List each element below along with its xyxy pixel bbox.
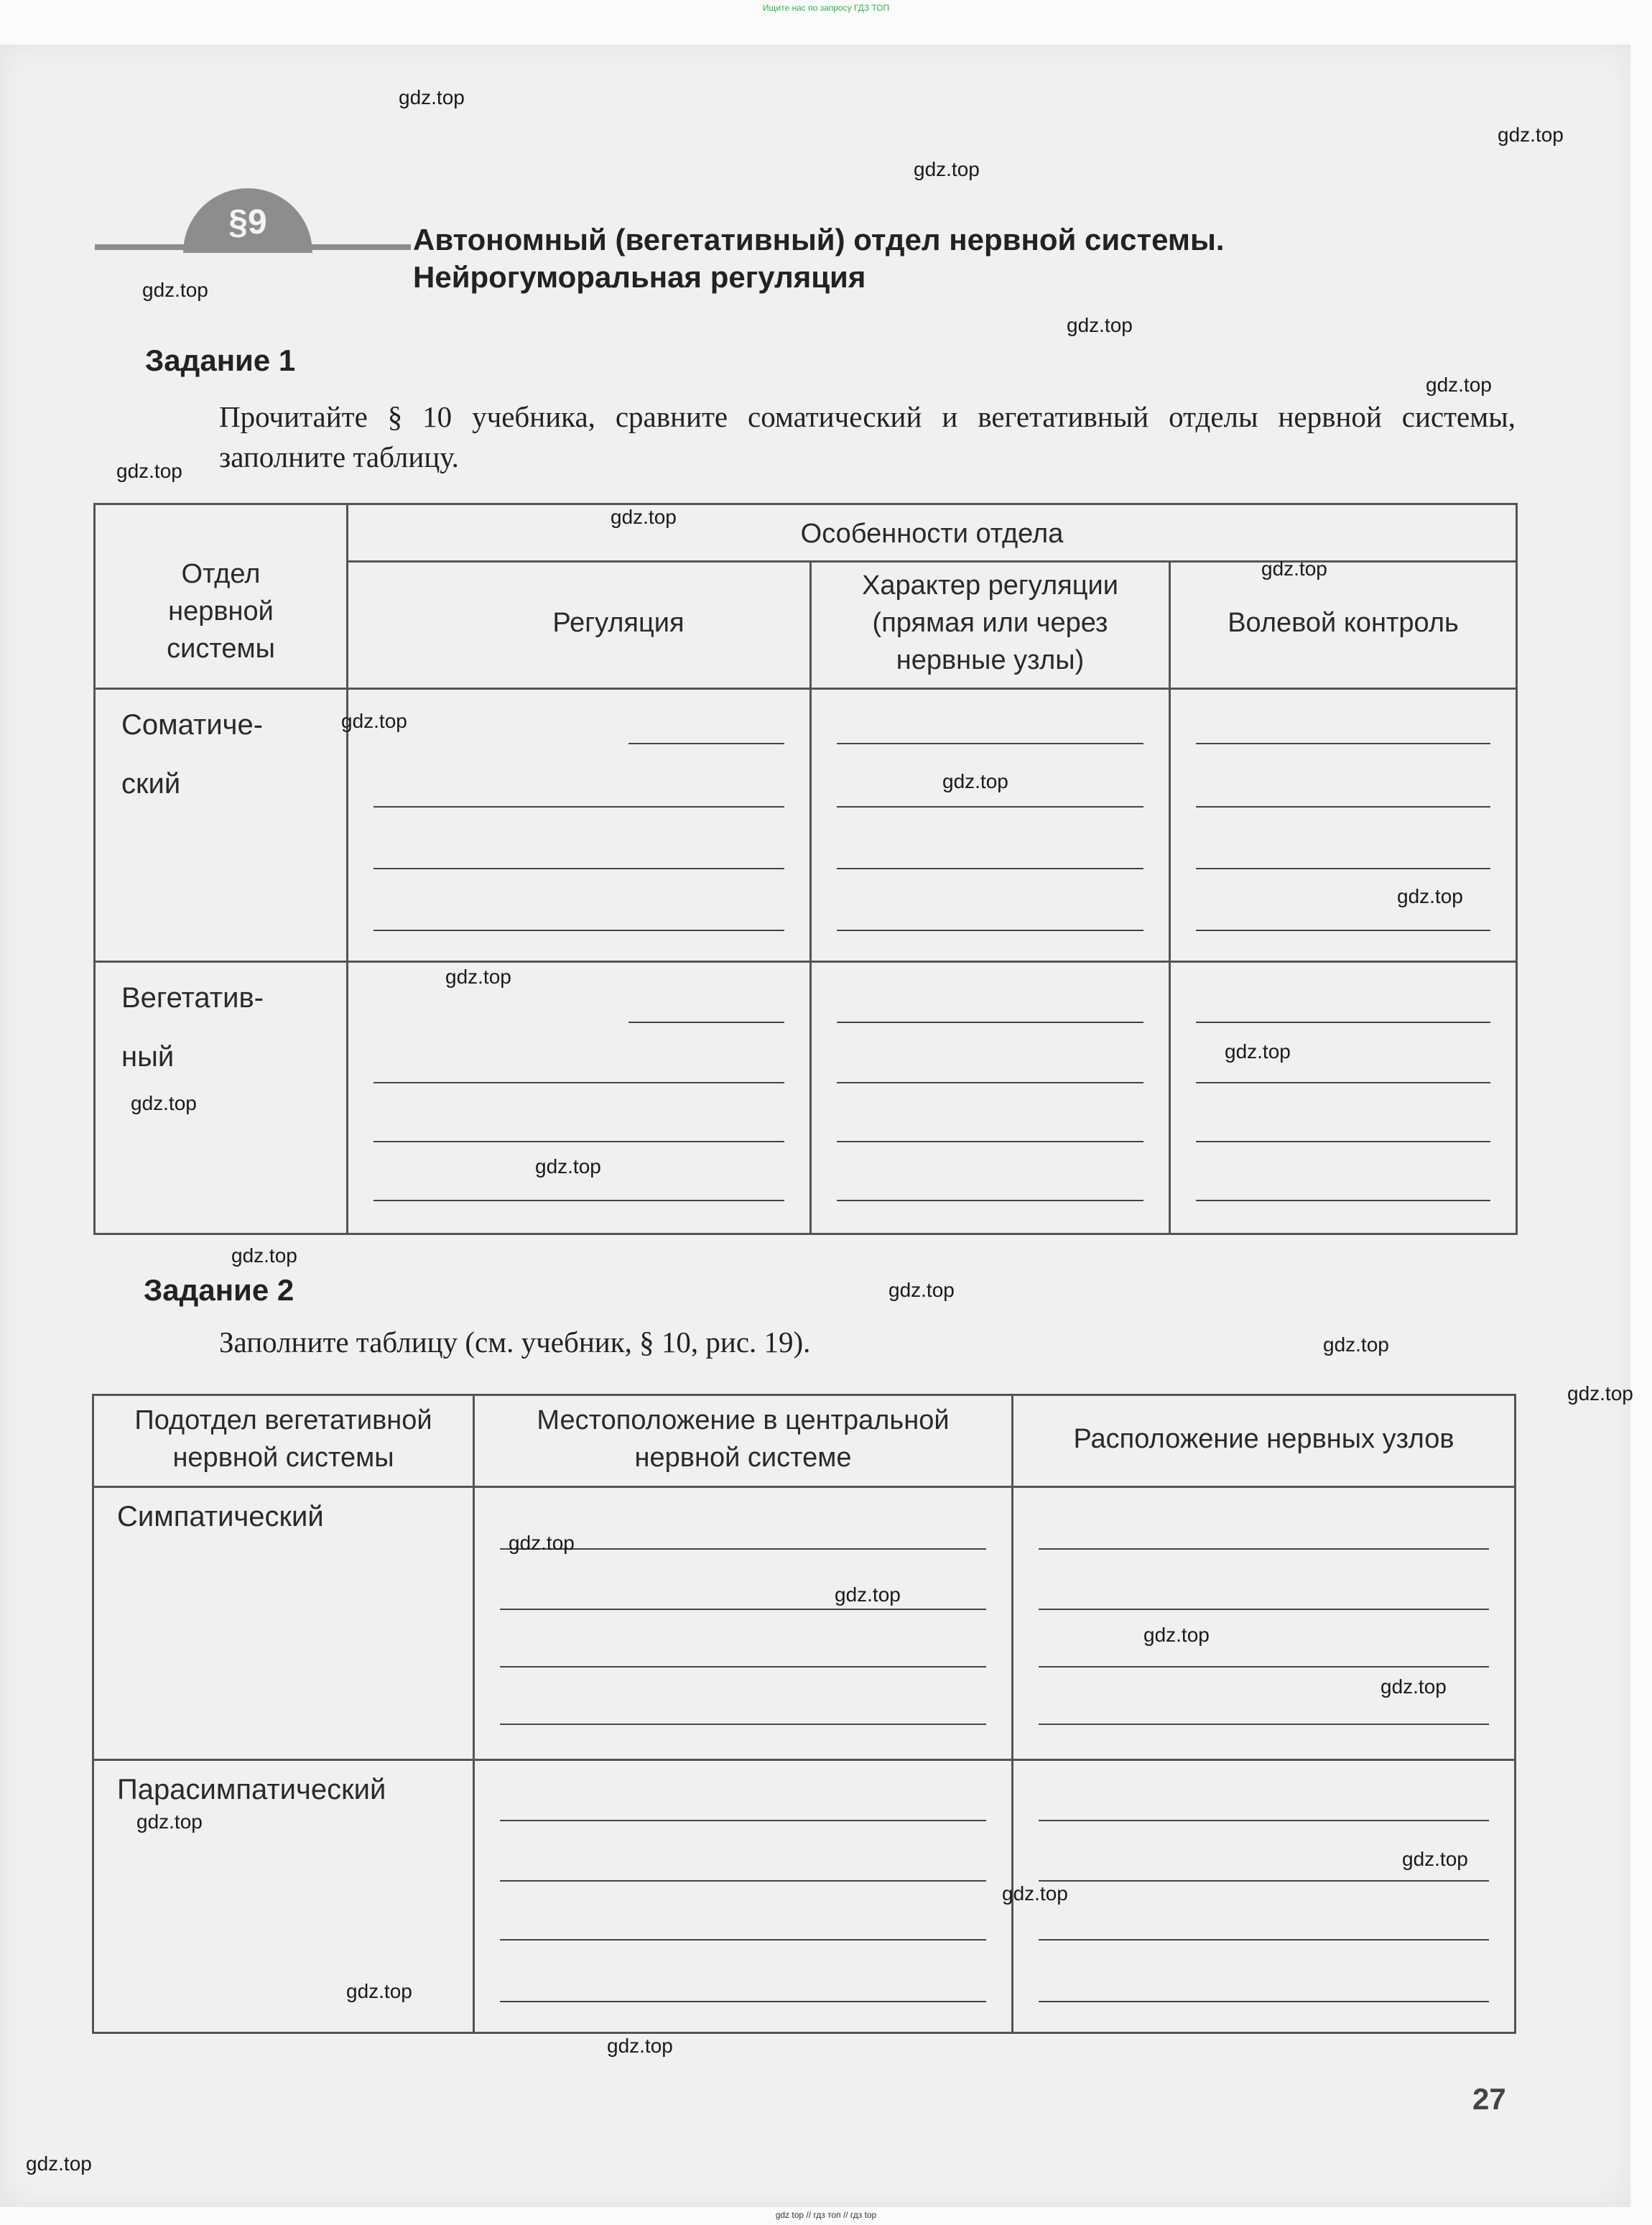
watermark: gdz.top: [1380, 1675, 1447, 1698]
features-header: [348, 504, 1517, 562]
task2-instruction: Заполните таблицу (см. учебник, § 10, рис. 19).: [219, 1326, 811, 1359]
watermark: gdz.top: [888, 1279, 955, 1301]
character-header: [811, 562, 1170, 689]
voluntary-header: [1170, 562, 1517, 689]
ganglia-header: [1013, 1395, 1516, 1487]
watermark: gdz.top: [1402, 1848, 1468, 1870]
watermark: gdz.top: [942, 770, 1008, 792]
answer-cell[interactable]: [1170, 689, 1517, 962]
character-header-text: Характер регуляции (прямая или через нервные узлы): [862, 570, 1118, 675]
watermark: gdz.top: [26, 2152, 92, 2175]
features-header-text: Особенности отдела: [800, 519, 1064, 549]
task1-heading: Задание 1: [145, 343, 296, 377]
sympathetic-label-cell: [93, 1487, 474, 1760]
answer-cell[interactable]: [811, 962, 1170, 1234]
watermark: gdz.top: [231, 1244, 297, 1267]
watermark: gdz.top: [341, 710, 407, 732]
answer-cell[interactable]: [1013, 1487, 1516, 1760]
answer-cell[interactable]: [474, 1760, 1013, 2033]
watermark: gdz.top: [1397, 885, 1463, 907]
answer-cell[interactable]: [348, 689, 811, 962]
watermark: gdz.top: [914, 158, 980, 180]
department-header-text: Отдел нервной системы: [167, 559, 275, 664]
watermark: gdz.top: [1498, 124, 1564, 146]
table-row: [95, 962, 1517, 1234]
bottom-note: gdz top // гдз топ // гдз top: [775, 2210, 877, 2220]
answer-cell[interactable]: [474, 1487, 1013, 1760]
watermark: gdz.top: [509, 1532, 575, 1554]
watermark: gdz.top: [1225, 1040, 1291, 1063]
watermark: gdz.top: [131, 1092, 197, 1114]
task2-table: [92, 1394, 1516, 2034]
header-rule: [95, 244, 411, 250]
task1-table: [93, 503, 1518, 1235]
somatic-label-line-2: ский: [121, 768, 181, 800]
somatic-label-cell: [95, 689, 348, 962]
subdivision-header-text: Подотдел вегетативной нервной системы: [134, 1405, 432, 1473]
watermark: gdz.top: [611, 506, 677, 528]
watermark: gdz.top: [1261, 558, 1327, 580]
answer-cell[interactable]: [1013, 1760, 1516, 2033]
top-search-note: Ищите нас по запросу ГДЗ ТОП: [762, 3, 890, 13]
table-row: [93, 1487, 1516, 1760]
location-header-text: Местоположение в центральной нервной системе: [537, 1405, 950, 1473]
chapter-title-line-2: Нейрогуморальная регуляция: [413, 260, 866, 294]
parasympathetic-label: Парасимпатический: [117, 1774, 386, 1805]
watermark: gdz.top: [136, 1810, 203, 1833]
watermark: gdz.top: [1067, 314, 1133, 336]
sympathetic-label: Симпатический: [117, 1501, 324, 1532]
watermark: gdz.top: [346, 1980, 412, 2002]
vegetative-label-line-1: Вегетатив-: [121, 982, 264, 1014]
chapter-title-line-1: Автономный (вегетативный) отдел нервной системы.: [413, 223, 1225, 256]
vegetative-label-line-2: ный: [121, 1041, 175, 1073]
task2-heading: Задание 2: [144, 1273, 294, 1307]
answer-cell[interactable]: [348, 962, 811, 1234]
watermark: gdz.top: [1323, 1333, 1389, 1356]
watermark: gdz.top: [399, 86, 465, 108]
watermark: gdz.top: [535, 1155, 601, 1178]
watermark: gdz.top: [607, 2035, 673, 2057]
regulation-header: [348, 562, 811, 689]
regulation-header-text: Регуляция: [552, 608, 685, 638]
task1-instruction: Прочитайте § 10 учебника, сравните соматический и вегетативный отделы нервной системы, заполните таблицу.: [219, 400, 1516, 473]
answer-cell[interactable]: [1170, 962, 1517, 1234]
watermark: gdz.top: [445, 966, 511, 988]
watermark: gdz.top: [1002, 1882, 1068, 1905]
watermark: gdz.top: [1143, 1624, 1210, 1646]
somatic-label-line-1: Соматиче-: [121, 709, 264, 741]
subdivision-header: [93, 1395, 474, 1487]
department-header: [95, 504, 348, 689]
watermark: gdz.top: [835, 1583, 901, 1606]
table-row: [95, 689, 1517, 962]
answer-cell[interactable]: [811, 689, 1170, 962]
voluntary-header-text: Волевой контроль: [1228, 608, 1459, 638]
page-number: 27: [1472, 2082, 1506, 2116]
watermark: gdz.top: [1567, 1382, 1633, 1405]
ganglia-header-text: Расположение нервных узлов: [1073, 1424, 1454, 1454]
section-number: §9: [228, 203, 267, 241]
location-header: [474, 1395, 1013, 1487]
watermark: gdz.top: [116, 460, 182, 482]
chapter-title: [413, 221, 1225, 296]
watermark: gdz.top: [1426, 374, 1492, 396]
table-row: [93, 1760, 1516, 2033]
watermark: gdz.top: [142, 279, 208, 301]
parasympathetic-label-cell: [93, 1760, 474, 2033]
